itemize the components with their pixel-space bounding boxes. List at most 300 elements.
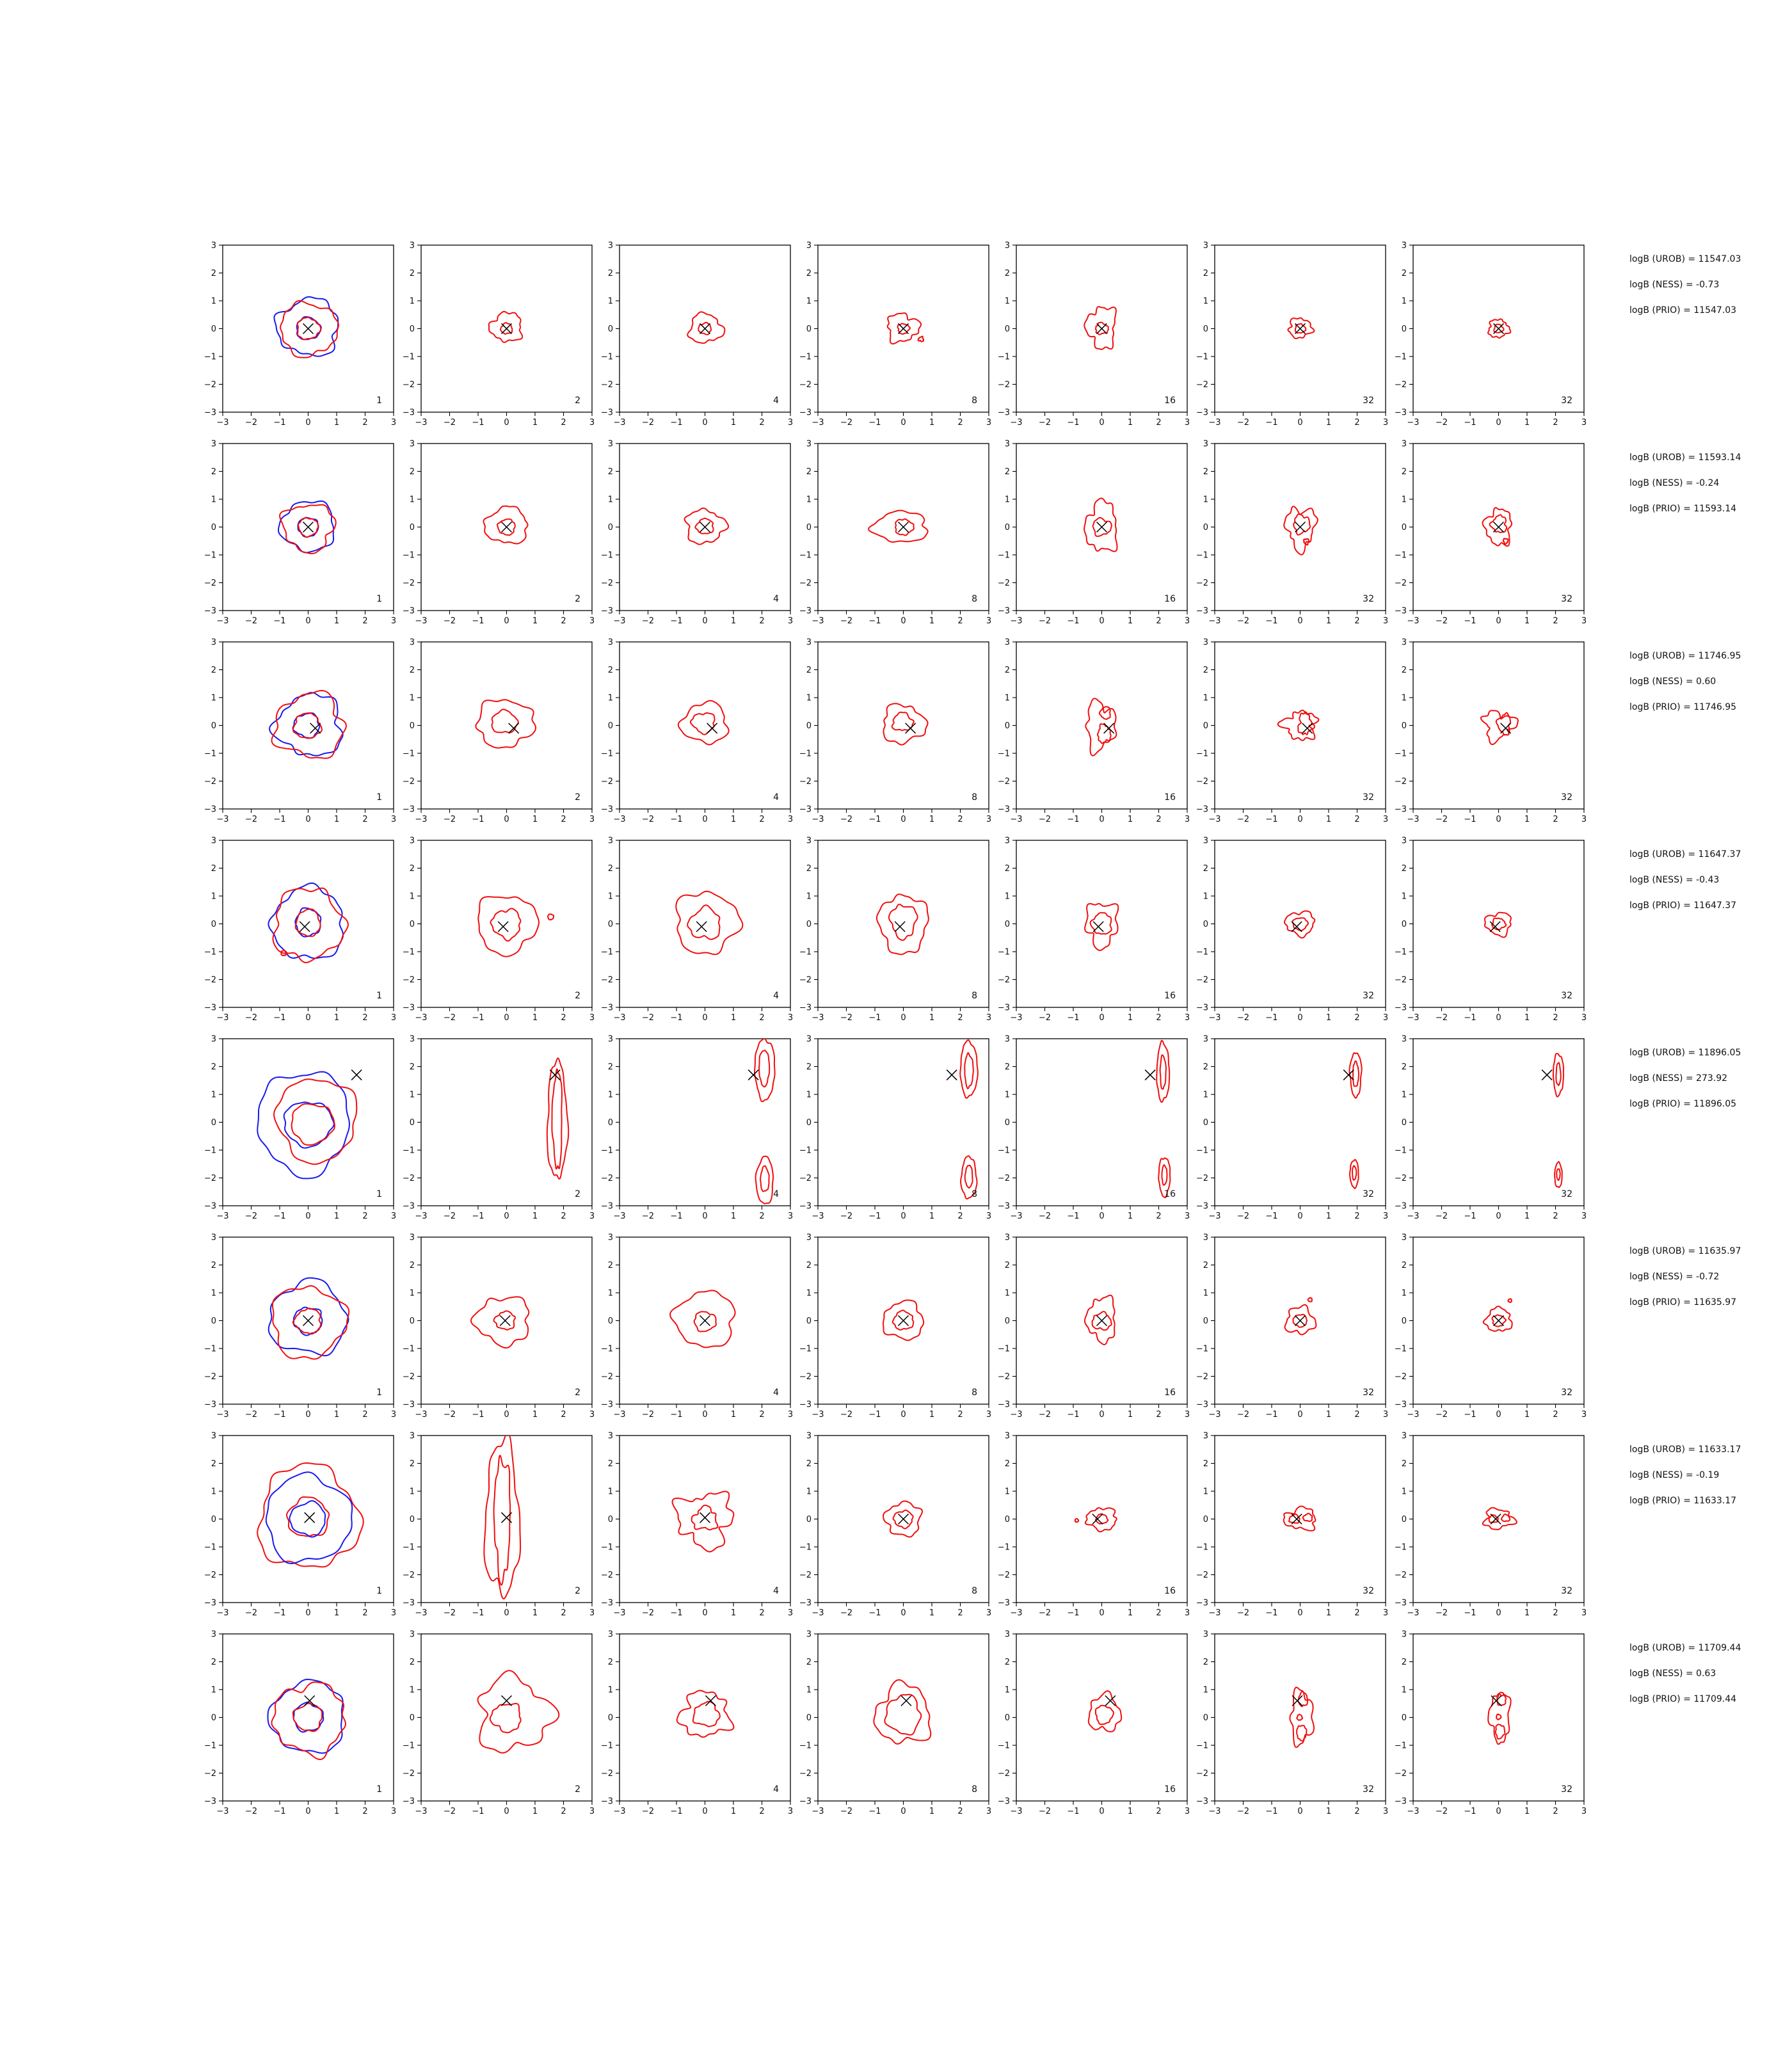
x-tick-label: −3: [216, 418, 229, 428]
blue-contour: [269, 692, 343, 756]
x-tick-label: 0: [1496, 1013, 1501, 1023]
x-tick-label: −2: [840, 1212, 853, 1221]
x-tick-label: 1: [929, 1410, 935, 1420]
contour-group: [1085, 1295, 1115, 1345]
y-tick-label: 3: [607, 1034, 613, 1044]
axes-box: [1016, 1039, 1187, 1206]
subplot-r2c6: [1186, 428, 1389, 626]
red-contour: [1503, 539, 1508, 545]
y-tick-label: 0: [409, 1515, 415, 1524]
y-tick-label: −3: [402, 606, 415, 616]
x-tick-label: 0: [900, 616, 906, 626]
x-tick-label: 0: [702, 616, 708, 626]
y-tick-label: 0: [409, 523, 415, 532]
logb-urob-annotation: logB (UROB) = 11547.03: [1629, 254, 1741, 264]
y-tick-label: −1: [799, 550, 812, 561]
y-tick-label: 0: [409, 1316, 415, 1326]
x-tick-label: −2: [443, 815, 456, 824]
x-tick-label: 1: [1325, 1410, 1332, 1420]
x-tick-label: 2: [1156, 1807, 1162, 1816]
panel-corner-label: 16: [1164, 991, 1176, 1001]
x-tick-label: −1: [868, 1608, 881, 1618]
y-tick-label: −1: [402, 550, 415, 561]
y-tick-label: 3: [1203, 836, 1208, 846]
y-tick-label: −3: [600, 1201, 613, 1212]
y-tick-label: 2: [1004, 269, 1010, 278]
x-tick-label: −2: [641, 418, 655, 428]
y-tick-label: −3: [799, 606, 812, 616]
y-tick-label: −2: [997, 1769, 1010, 1779]
red-contour: [478, 1670, 559, 1753]
y-tick-label: 3: [1004, 637, 1010, 648]
x-tick-label: 3: [1184, 616, 1190, 626]
y-tick-label: −2: [204, 1372, 216, 1382]
subplot-r7c7: [1384, 1420, 1587, 1618]
y-tick-label: −1: [997, 1542, 1010, 1553]
x-tick-label: −1: [472, 616, 484, 626]
red-contour: [756, 1156, 773, 1204]
x-tick-label: −3: [1208, 815, 1221, 824]
subplot-r5c3: [591, 1023, 794, 1221]
x-tick-label: 3: [787, 1013, 794, 1023]
x-tick-label: −1: [1067, 1013, 1080, 1023]
y-tick-label: 0: [1203, 1118, 1208, 1128]
logb-prio-annotation: logB (PRIO) = 11896.05: [1629, 1099, 1737, 1109]
y-tick-label: −3: [1196, 1003, 1208, 1013]
x-tick-label: −3: [1407, 1212, 1420, 1221]
y-tick-label: 2: [607, 269, 613, 278]
panel-corner-label: 8: [972, 1586, 977, 1596]
y-tick-label: 2: [1203, 864, 1208, 874]
x-tick-label: 1: [532, 1608, 538, 1618]
x-tick-label: 3: [1581, 1013, 1587, 1023]
x-tick-label: −1: [472, 1212, 484, 1221]
contour-group: [673, 1491, 734, 1551]
y-tick-label: 2: [607, 1062, 613, 1072]
x-tick-label: −2: [443, 1212, 456, 1221]
y-tick-label: −3: [600, 804, 613, 815]
axes-box: [1016, 1436, 1187, 1603]
x-tick-label: −2: [1038, 815, 1052, 824]
x-tick-label: −1: [1464, 1608, 1476, 1618]
x-tick-label: 1: [333, 418, 340, 428]
panel-corner-label: 4: [773, 1586, 779, 1596]
y-tick-label: 0: [211, 920, 216, 929]
x-tick-label: −1: [472, 1013, 484, 1023]
x-tick-label: −1: [1067, 1410, 1080, 1420]
x-tick-label: 2: [759, 418, 765, 428]
y-tick-label: 2: [1004, 666, 1010, 675]
subplot-r5c5: [988, 1023, 1190, 1221]
x-tick-label: 1: [1127, 418, 1133, 428]
y-tick-label: 3: [409, 241, 415, 251]
x-tick-label: −3: [1208, 1410, 1221, 1420]
subplot-r2c1: [194, 428, 397, 626]
x-tick-label: −1: [868, 1212, 881, 1221]
y-tick-label: 0: [1004, 1713, 1010, 1723]
contour-group: [678, 701, 729, 745]
x-tick-label: 2: [362, 1410, 368, 1420]
y-tick-label: −3: [204, 804, 216, 815]
y-tick-label: −2: [1196, 975, 1208, 985]
red-contour: [1501, 1514, 1510, 1521]
y-tick-label: 3: [806, 241, 812, 251]
y-tick-label: −2: [799, 975, 812, 985]
x-tick-label: 3: [589, 1807, 595, 1816]
subplot-r3c1: [194, 626, 397, 824]
red-contour: [1496, 1714, 1501, 1720]
contour-group: [1284, 911, 1315, 938]
x-tick-label: −2: [641, 1807, 655, 1816]
x-tick-label: 1: [1524, 1807, 1530, 1816]
red-contour: [759, 1050, 769, 1087]
x-tick-label: 3: [787, 815, 794, 824]
x-tick-label: 1: [1325, 815, 1332, 824]
subplot-r6c7: [1384, 1221, 1587, 1420]
panel-corner-label: 32: [1561, 1586, 1572, 1596]
x-tick-label: 3: [390, 815, 397, 824]
y-tick-label: −1: [1394, 749, 1407, 759]
x-tick-label: −1: [1265, 1410, 1278, 1420]
logb-urob-annotation: logB (UROB) = 11647.37: [1629, 849, 1741, 860]
y-tick-label: −1: [997, 1344, 1010, 1354]
red-contour: [884, 1695, 921, 1735]
contour-group: [1483, 508, 1512, 546]
y-tick-label: 1: [211, 1288, 216, 1299]
y-tick-label: −3: [1196, 1598, 1208, 1608]
red-contour: [1098, 724, 1111, 743]
x-tick-label: −1: [670, 1013, 683, 1023]
x-tick-label: −3: [1407, 1608, 1420, 1618]
panel-corner-label: 2: [575, 1784, 580, 1795]
x-tick-label: 2: [1156, 1608, 1162, 1618]
x-tick-label: −3: [613, 1608, 626, 1618]
y-tick-label: −2: [204, 975, 216, 985]
red-contour: [685, 508, 729, 545]
red-contour: [1303, 1514, 1313, 1521]
axes-box: [620, 642, 790, 809]
y-tick-label: −3: [1394, 1598, 1407, 1608]
logb-prio-annotation: logB (PRIO) = 11633.17: [1629, 1496, 1737, 1506]
y-tick-label: 1: [1203, 693, 1208, 703]
subplot-r1c7: [1384, 229, 1587, 428]
red-contour: [1160, 1055, 1166, 1089]
y-tick-label: −1: [402, 1741, 415, 1751]
y-tick-label: −1: [997, 352, 1010, 362]
y-tick-label: 1: [806, 1288, 812, 1299]
subplot-r5c1: [194, 1023, 397, 1221]
x-tick-label: 1: [532, 1410, 538, 1420]
y-tick-label: 1: [1004, 1090, 1010, 1100]
y-tick-label: 1: [1401, 296, 1407, 307]
x-tick-label: 2: [759, 1807, 765, 1816]
y-tick-label: −3: [600, 1400, 613, 1410]
y-tick-label: 3: [607, 637, 613, 648]
y-tick-label: 0: [1401, 1515, 1407, 1524]
y-tick-label: −3: [799, 1003, 812, 1013]
contour-group: [257, 1072, 356, 1179]
y-tick-label: 0: [211, 523, 216, 532]
panel-corner-label: 32: [1363, 1586, 1374, 1596]
y-tick-label: −1: [204, 1146, 216, 1156]
y-tick-label: −2: [799, 1571, 812, 1580]
x-tick-label: −2: [1038, 1212, 1052, 1221]
x-tick-label: −1: [273, 418, 286, 428]
red-contour: [964, 1053, 973, 1089]
x-tick-label: −3: [812, 418, 824, 428]
contour-group: [1156, 1041, 1170, 1197]
x-tick-label: 0: [305, 1212, 311, 1221]
y-tick-label: 3: [211, 1034, 216, 1044]
y-tick-label: 0: [806, 523, 812, 532]
y-tick-label: 0: [409, 324, 415, 334]
y-tick-label: −1: [1196, 550, 1208, 561]
x-tick-label: −3: [1208, 1807, 1221, 1816]
x-tick-label: −3: [216, 1212, 229, 1221]
x-tick-label: −2: [244, 1212, 258, 1221]
red-contour: [1096, 1706, 1114, 1725]
contour-group: [1483, 1508, 1517, 1530]
panel-corner-label: 16: [1164, 792, 1176, 803]
y-tick-label: −3: [997, 1796, 1010, 1807]
x-tick-label: −1: [1464, 1013, 1476, 1023]
axes-box: [421, 1436, 592, 1603]
y-tick-label: 0: [1401, 920, 1407, 929]
x-tick-label: −1: [273, 1013, 286, 1023]
y-tick-label: 1: [1401, 693, 1407, 703]
panel-corner-label: 1: [376, 1784, 382, 1795]
y-tick-label: 3: [409, 637, 415, 648]
x-tick-label: 0: [305, 418, 311, 428]
y-tick-label: −1: [600, 1741, 613, 1751]
red-contour: [1496, 1724, 1505, 1739]
x-tick-label: −3: [613, 1013, 626, 1023]
contour-group: [1485, 913, 1511, 938]
y-tick-label: −3: [204, 408, 216, 418]
x-tick-label: −2: [1038, 1410, 1052, 1420]
y-tick-label: 0: [806, 1713, 812, 1723]
subplot-r4c4: [789, 824, 992, 1023]
x-tick-label: −3: [1208, 1608, 1221, 1618]
x-tick-label: 2: [1553, 616, 1558, 626]
contour-group: [1084, 499, 1117, 552]
x-tick-label: 0: [504, 418, 509, 428]
y-tick-label: −3: [799, 1598, 812, 1608]
contour-group: [1553, 1053, 1564, 1187]
x-tick-label: 3: [787, 1608, 794, 1618]
red-contour: [1089, 1691, 1121, 1732]
y-tick-label: 1: [1401, 1288, 1407, 1299]
x-tick-label: −2: [641, 1410, 655, 1420]
y-tick-label: 2: [607, 1658, 613, 1667]
y-tick-label: 1: [1401, 1487, 1407, 1497]
axes-box: [1413, 1634, 1584, 1801]
x-tick-label: 1: [730, 815, 737, 824]
contour-group: [960, 1040, 978, 1199]
blue-contour: [257, 1072, 349, 1179]
y-tick-label: 2: [1203, 269, 1208, 278]
x-tick-label: −3: [1407, 1410, 1420, 1420]
y-tick-label: 1: [1203, 1685, 1208, 1695]
x-tick-label: 3: [986, 616, 992, 626]
contour-group: [489, 312, 522, 342]
x-tick-label: −2: [244, 815, 258, 824]
x-tick-label: −1: [472, 1807, 484, 1816]
x-tick-label: 0: [305, 1608, 311, 1618]
red-contour: [1483, 508, 1512, 546]
subplot-r7c3: [591, 1420, 794, 1618]
panel-corner-label: 16: [1164, 1388, 1176, 1398]
x-tick-label: 1: [929, 418, 935, 428]
y-tick-label: 1: [1401, 495, 1407, 505]
y-tick-label: 1: [211, 1090, 216, 1100]
x-tick-label: 1: [1325, 1608, 1332, 1618]
y-tick-label: 2: [1203, 1658, 1208, 1667]
contour-group: [1284, 1507, 1316, 1531]
x-tick-label: −2: [244, 616, 258, 626]
y-tick-label: −3: [1394, 1400, 1407, 1410]
x-tick-label: −2: [443, 616, 456, 626]
x-tick-label: −1: [1464, 815, 1476, 824]
x-tick-label: 1: [333, 1212, 340, 1221]
x-tick-label: 0: [305, 1013, 311, 1023]
y-tick-label: 3: [806, 439, 812, 449]
y-tick-label: 0: [409, 1118, 415, 1128]
contour-group: [269, 1278, 349, 1359]
subplot-r6c5: [988, 1221, 1190, 1420]
y-tick-label: −2: [204, 777, 216, 787]
y-tick-label: −2: [1394, 1769, 1407, 1779]
y-tick-label: −1: [1196, 749, 1208, 759]
y-tick-label: 3: [211, 836, 216, 846]
y-tick-label: 2: [1401, 666, 1407, 675]
x-tick-label: −1: [670, 418, 683, 428]
panel-corner-label: 4: [773, 396, 779, 406]
x-tick-label: 0: [504, 1608, 509, 1618]
x-tick-label: 2: [1156, 1410, 1162, 1420]
x-tick-label: 2: [1354, 1212, 1360, 1221]
x-tick-label: 0: [1297, 616, 1303, 626]
y-tick-label: 1: [806, 495, 812, 505]
panel-corner-label: 32: [1561, 396, 1572, 406]
x-tick-label: 2: [1354, 815, 1360, 824]
y-tick-label: 2: [806, 1459, 812, 1469]
contour-group: [1481, 710, 1518, 744]
x-tick-label: −3: [415, 815, 428, 824]
y-tick-label: −2: [600, 380, 613, 390]
y-tick-label: 1: [1203, 296, 1208, 307]
y-tick-label: 0: [211, 721, 216, 731]
y-tick-label: 2: [409, 1261, 415, 1270]
subplot-r4c3: [591, 824, 794, 1023]
y-tick-label: −1: [997, 749, 1010, 759]
y-tick-label: −1: [799, 1146, 812, 1156]
x-tick-label: 3: [1184, 1807, 1190, 1816]
x-tick-label: 3: [1184, 815, 1190, 824]
subplot-r2c5: [988, 428, 1190, 626]
x-tick-label: −2: [1435, 1807, 1448, 1816]
x-tick-label: −2: [1435, 616, 1448, 626]
x-tick-label: −3: [613, 1807, 626, 1816]
red-contour: [552, 1069, 562, 1169]
y-tick-label: 3: [1203, 241, 1208, 251]
y-tick-label: 2: [211, 864, 216, 874]
red-contour: [888, 313, 921, 344]
panel-corner-label: 2: [575, 792, 580, 803]
y-tick-label: −2: [1196, 1174, 1208, 1183]
y-tick-label: −1: [799, 749, 812, 759]
panel-corner-label: 32: [1561, 1388, 1572, 1398]
panel-corner-label: 8: [972, 1388, 977, 1398]
x-tick-label: 1: [1127, 1013, 1133, 1023]
axes-box: [620, 1634, 790, 1801]
red-contour: [1085, 904, 1118, 950]
x-tick-label: 0: [504, 1013, 509, 1023]
y-tick-label: 2: [1203, 1062, 1208, 1072]
y-tick-label: −1: [600, 1146, 613, 1156]
subplot-r2c2: [392, 428, 595, 626]
x-tick-label: −2: [840, 1410, 853, 1420]
x-tick-label: 3: [1581, 815, 1587, 824]
red-contour: [677, 1690, 734, 1737]
y-tick-label: 2: [806, 467, 812, 477]
y-tick-label: −2: [997, 1174, 1010, 1183]
x-tick-label: −2: [1236, 1807, 1250, 1816]
red-contour: [478, 897, 539, 956]
y-tick-label: −1: [600, 1344, 613, 1354]
x-tick-label: −1: [670, 1608, 683, 1618]
y-tick-label: 1: [806, 892, 812, 902]
y-tick-label: 2: [607, 666, 613, 675]
axes-box: [1016, 1634, 1187, 1801]
x-tick-label: 3: [390, 1807, 397, 1816]
x-tick-label: 2: [362, 1212, 368, 1221]
contour-group: [676, 892, 742, 955]
y-tick-label: 1: [1004, 693, 1010, 703]
x-tick-label: 1: [333, 1410, 340, 1420]
x-tick-label: 2: [1354, 616, 1360, 626]
y-tick-label: 3: [607, 1233, 613, 1243]
x-tick-label: −3: [216, 1013, 229, 1023]
y-tick-label: −2: [1394, 777, 1407, 787]
y-tick-label: −2: [402, 1372, 415, 1382]
x-tick-label: −1: [1067, 616, 1080, 626]
y-tick-label: −3: [402, 1598, 415, 1608]
x-tick-label: −1: [868, 1807, 881, 1816]
y-tick-label: 3: [211, 241, 216, 251]
x-tick-label: −3: [613, 418, 626, 428]
x-tick-label: −1: [670, 1410, 683, 1420]
y-tick-label: 1: [409, 693, 415, 703]
red-contour: [889, 904, 918, 940]
x-tick-label: −2: [244, 1013, 258, 1023]
y-tick-label: −3: [204, 606, 216, 616]
x-tick-label: 2: [362, 815, 368, 824]
x-tick-label: 1: [929, 1608, 935, 1618]
y-tick-label: 0: [409, 1713, 415, 1723]
y-tick-label: −2: [799, 1372, 812, 1382]
x-tick-label: 3: [390, 1608, 397, 1618]
x-tick-label: 2: [1156, 616, 1162, 626]
x-tick-label: −3: [415, 418, 428, 428]
panel-corner-label: 8: [972, 991, 977, 1001]
x-tick-label: 0: [504, 1807, 509, 1816]
x-tick-label: 0: [900, 1212, 906, 1221]
x-tick-label: −2: [443, 1013, 456, 1023]
logb-ness-annotation: logB (NESS) = 0.63: [1629, 1668, 1716, 1679]
panel-corner-label: 8: [972, 792, 977, 803]
y-tick-label: 1: [211, 495, 216, 505]
